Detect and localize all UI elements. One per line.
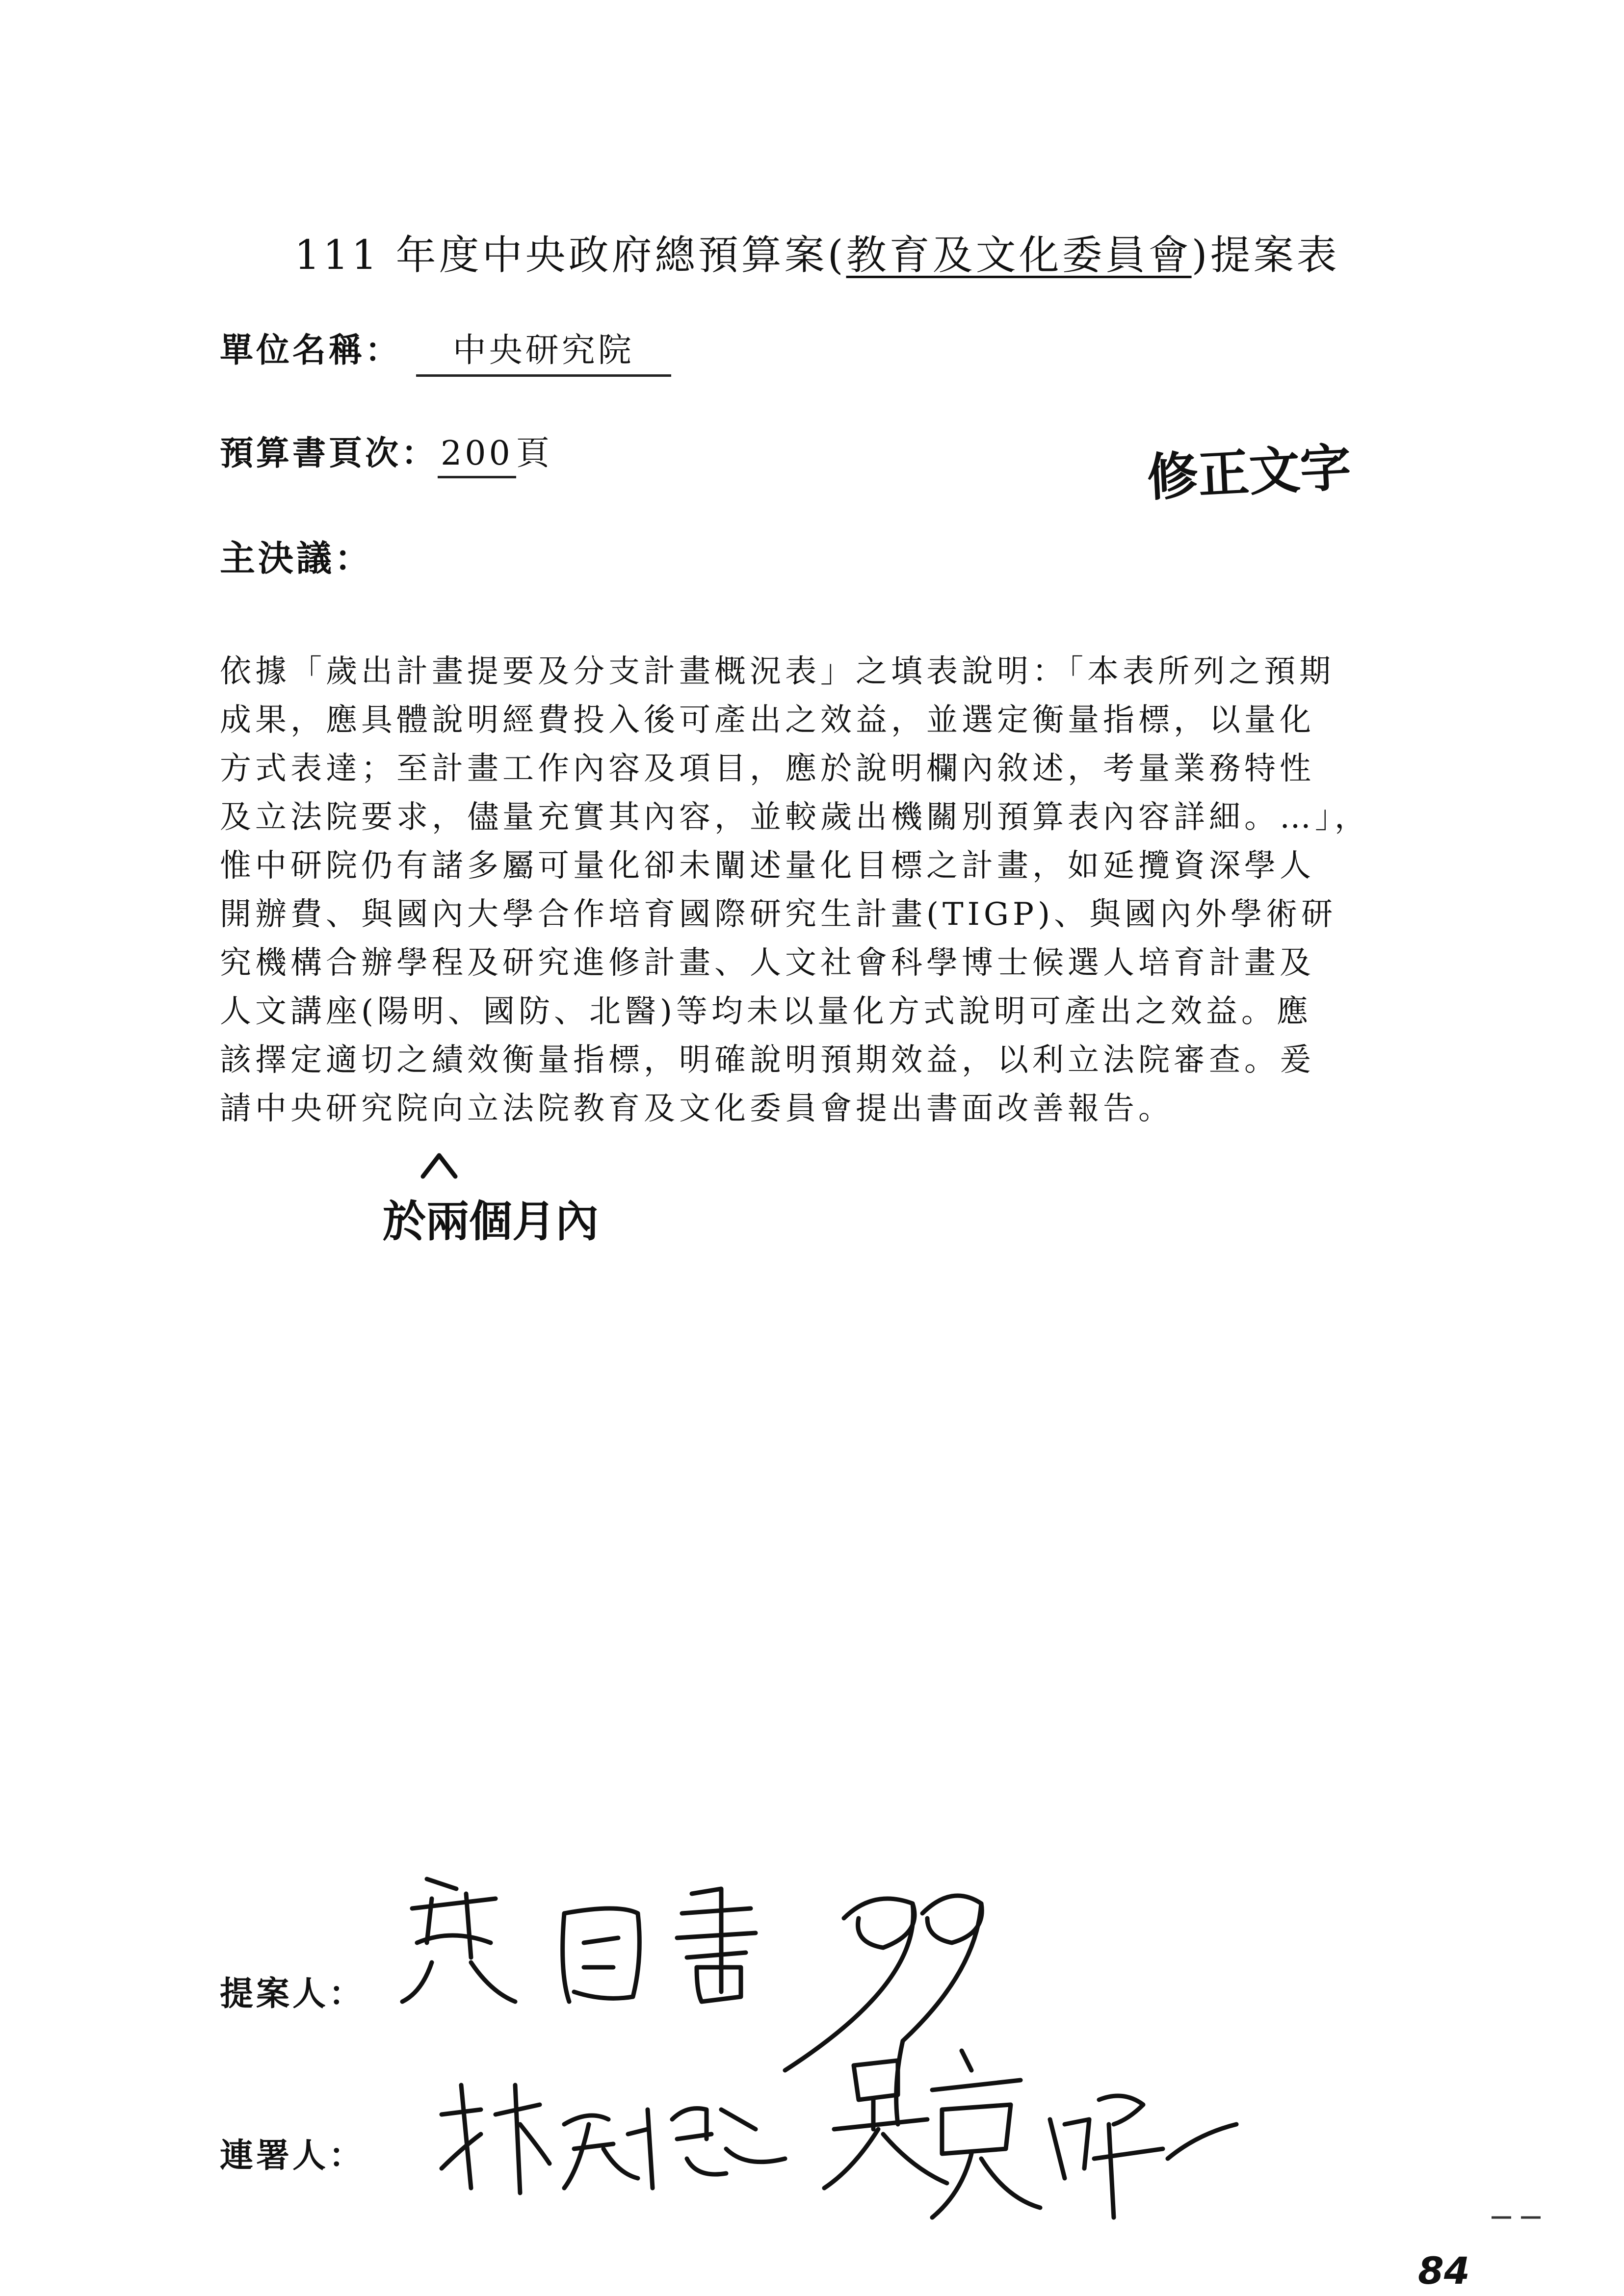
proposer-signature	[402, 1879, 982, 2124]
cosigner-signatures	[442, 2051, 1236, 2218]
body-line: 及立法院要求，儘量充實其內容，並較歲出機關別預算表內容詳細。…」，	[220, 799, 1370, 835]
main-resolution-label: 主決議：	[220, 538, 373, 579]
body-line: 依據「歲出計畫提要及分支計畫概況表」之填表說明：「本表所列之預期	[220, 653, 1335, 690]
budget-page-unit: 頁	[516, 434, 552, 473]
budget-page-label: 預算書頁次：	[220, 434, 438, 473]
budget-page-value: 200	[438, 434, 516, 478]
insertion-caret-icon	[423, 1155, 455, 1176]
page-number: 84	[1418, 2249, 1470, 2293]
body-line: 請中央研究院向立法院教育及文化委員會提出書面改善報告。	[220, 1091, 1174, 1127]
body-line: 開辦費、與國內大學合作培育國際研究生計畫(TIGP)、與國內外學術研	[220, 896, 1337, 933]
correction-note: 修正文字	[1145, 437, 1353, 508]
title-suffix: )提案表	[1191, 232, 1340, 279]
body-line: 人文講座(陽明、國防、北醫)等均未以量化方式說明可產出之效益。應	[220, 993, 1312, 1030]
title-committee: 教育及文化委員會	[846, 232, 1192, 279]
proposer-label: 提案人：	[220, 1975, 366, 2013]
body-line: 惟中研院仍有諸多屬可量化卻未闡述量化目標之計畫，如延攬資深學人	[220, 848, 1315, 884]
unit-value: 中央研究院	[416, 324, 671, 377]
body-line: 方式表達；至計畫工作內容及項目，應於說明欄內敘述，考量業務特性	[220, 751, 1315, 787]
title-prefix: 111 年度中央政府總預算案(	[294, 232, 846, 279]
cosigner-label: 連署人：	[220, 2137, 366, 2175]
unit-label: 單位名稱：	[220, 331, 402, 370]
body-line: 究機構合辦學程及研究進修計畫、人文社會科學博士候選人培育計畫及	[220, 945, 1315, 981]
body-line: 成果，應具體說明經費投入後可產出之效益，並選定衡量指標，以量化	[220, 702, 1315, 738]
body-line: 該擇定適切之績效衡量指標，明確說明預期效益，以利立法院審查。爰	[220, 1042, 1315, 1078]
insertion-note: 於兩個月內	[383, 1196, 599, 1247]
